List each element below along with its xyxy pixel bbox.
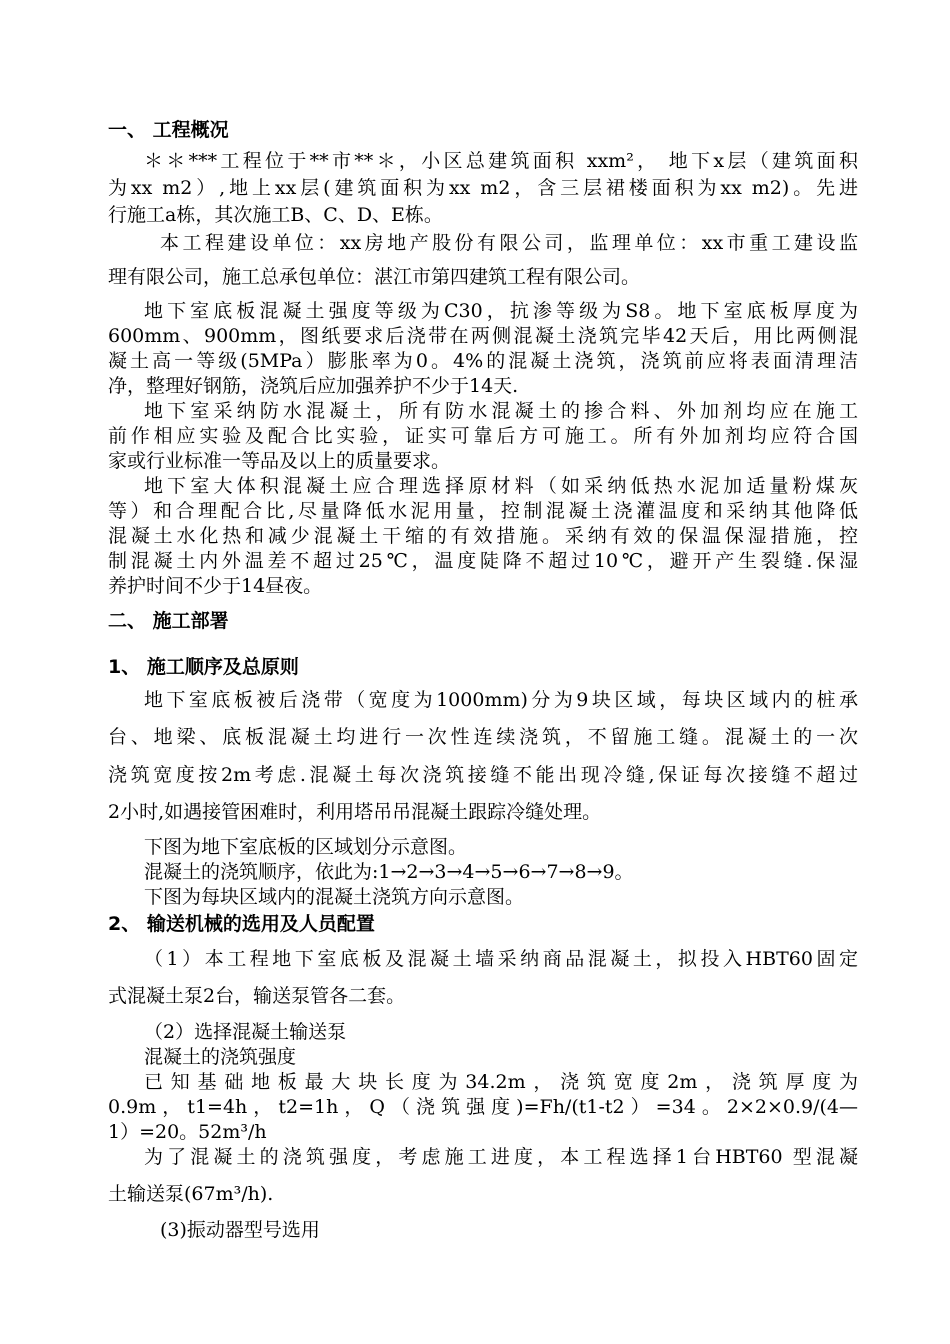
paragraph-line: 家或行业标准一等品及以上的质量要求。: [108, 450, 451, 472]
paragraph-line: ＊＊***工程位于**市**＊，小区总建筑面积 xxm²， 地下x层（建筑面积: [144, 150, 858, 172]
paragraph-line: 混凝土的浇筑强度: [144, 1046, 297, 1068]
paragraph-line: (3)振动器型号选用: [160, 1219, 320, 1241]
subsection-heading: 2、 输送机械的选用及人员配置: [108, 913, 375, 935]
paragraph-line: 为了混凝土的浇筑强度，考虑施工进度，本工程选择1台HBT60 型混凝: [144, 1146, 858, 1168]
paragraph-line: 式混凝土泵2台，输送泵管各二套。: [108, 985, 406, 1007]
paragraph-line: 行施工a栋，其次施工B、C、D、E栋。: [108, 204, 443, 226]
paragraph-line: 0.9m，t1=4h，t2=1h，Q（浇筑强度)=Fh/(t1-t2）=34。2×2×0.9/(4—: [108, 1096, 858, 1118]
paragraph-line: 等）和合理配合比,尽量降低水泥用量，控制混凝土浇灌温度和采纳其他降低: [108, 500, 858, 522]
paragraph-line: 理有限公司，施工总承包单位：湛江市第四建筑工程有限公司。: [108, 266, 641, 288]
paragraph-line: 地下室底板被后浇带（宽度为1000mm)分为9块区域，每块区域内的桩承: [144, 689, 858, 711]
paragraph-line: 下图为每块区域内的混凝土浇筑方向示意图。: [144, 886, 525, 908]
paragraph-line: 2小时,如遇接管困难时，利用塔吊吊混凝土跟踪冷缝处理。: [108, 801, 602, 823]
section-heading: 一、 工程概况: [108, 119, 229, 141]
paragraph-line: 已知基础地板最大块长度为34.2m，浇筑宽度2m，浇筑厚度为: [144, 1071, 858, 1093]
paragraph-line: 为xx m2）,地上xx层(建筑面积为xx m2，含三层裙楼面积为xx m2)。先进: [108, 177, 858, 199]
paragraph-line: 600mm、900mm，图纸要求后浇带在两侧混凝土浇筑完毕42天后，用比两侧混: [108, 325, 858, 347]
section-heading: 二、 施工部署: [108, 610, 229, 632]
paragraph-line: 浇筑宽度按2m考虑.混凝土每次浇筑接缝不能出现冷缝,保证每次接缝不超过: [108, 764, 858, 786]
paragraph-line: 养护时间不少于14昼夜。: [108, 575, 323, 597]
paragraph-line: 1）=20。52m³/h: [108, 1121, 267, 1143]
paragraph-line: 地下室底板混凝土强度等级为C30，抗渗等级为S8。地下室底板厚度为: [144, 300, 858, 322]
paragraph-line: 地下室采纳防水混凝土，所有防水混凝土的掺合料、外加剂均应在施工: [144, 400, 858, 422]
paragraph-line: 下图为地下室底板的区域划分示意图。: [144, 836, 468, 858]
paragraph-line: 地下室大体积混凝土应合理选择原材料（如采纳低热水泥加适量粉煤灰: [144, 475, 858, 497]
paragraph-line: （1）本工程地下室底板及混凝土墙采纳商品混凝土，拟投入HBT60固定: [144, 948, 858, 970]
subsection-heading: 1、 施工顺序及总原则: [108, 656, 299, 678]
paragraph-line: 净，整理好钢筋，浇筑后应加强养护不少于14天.: [108, 375, 519, 397]
paragraph-line: 制混凝土内外温差不超过25℃，温度陡降不超过10℃，避开产生裂缝.保湿: [108, 550, 858, 572]
paragraph-line: 前作相应实验及配合比实验，证实可靠后方可施工。所有外加剂均应符合国: [108, 425, 858, 447]
paragraph-line: 混凝土水化热和减少混凝土干缩的有效措施。采纳有效的保温保湿措施，控: [108, 525, 858, 547]
paragraph-line: 台、地梁、底板混凝土均进行一次性连续浇筑，不留施工缝。混凝土的一次: [108, 726, 858, 748]
paragraph-line: 土输送泵(67m³/h).: [108, 1183, 274, 1205]
paragraph-line: 本工程建设单位：xx房地产股份有限公司，监理单位：xx市重工建设监: [160, 232, 858, 254]
paragraph-line: 凝土高一等级(5MPa）膨胀率为0。4%的混凝土浇筑，浇筑前应将表面清理洁: [108, 350, 858, 372]
paragraph-line: （2）选择混凝土输送泵: [144, 1021, 347, 1043]
paragraph-line: 混凝土的浇筑顺序，依此为:1→2→3→4→5→6→7→8→9。: [144, 861, 634, 883]
